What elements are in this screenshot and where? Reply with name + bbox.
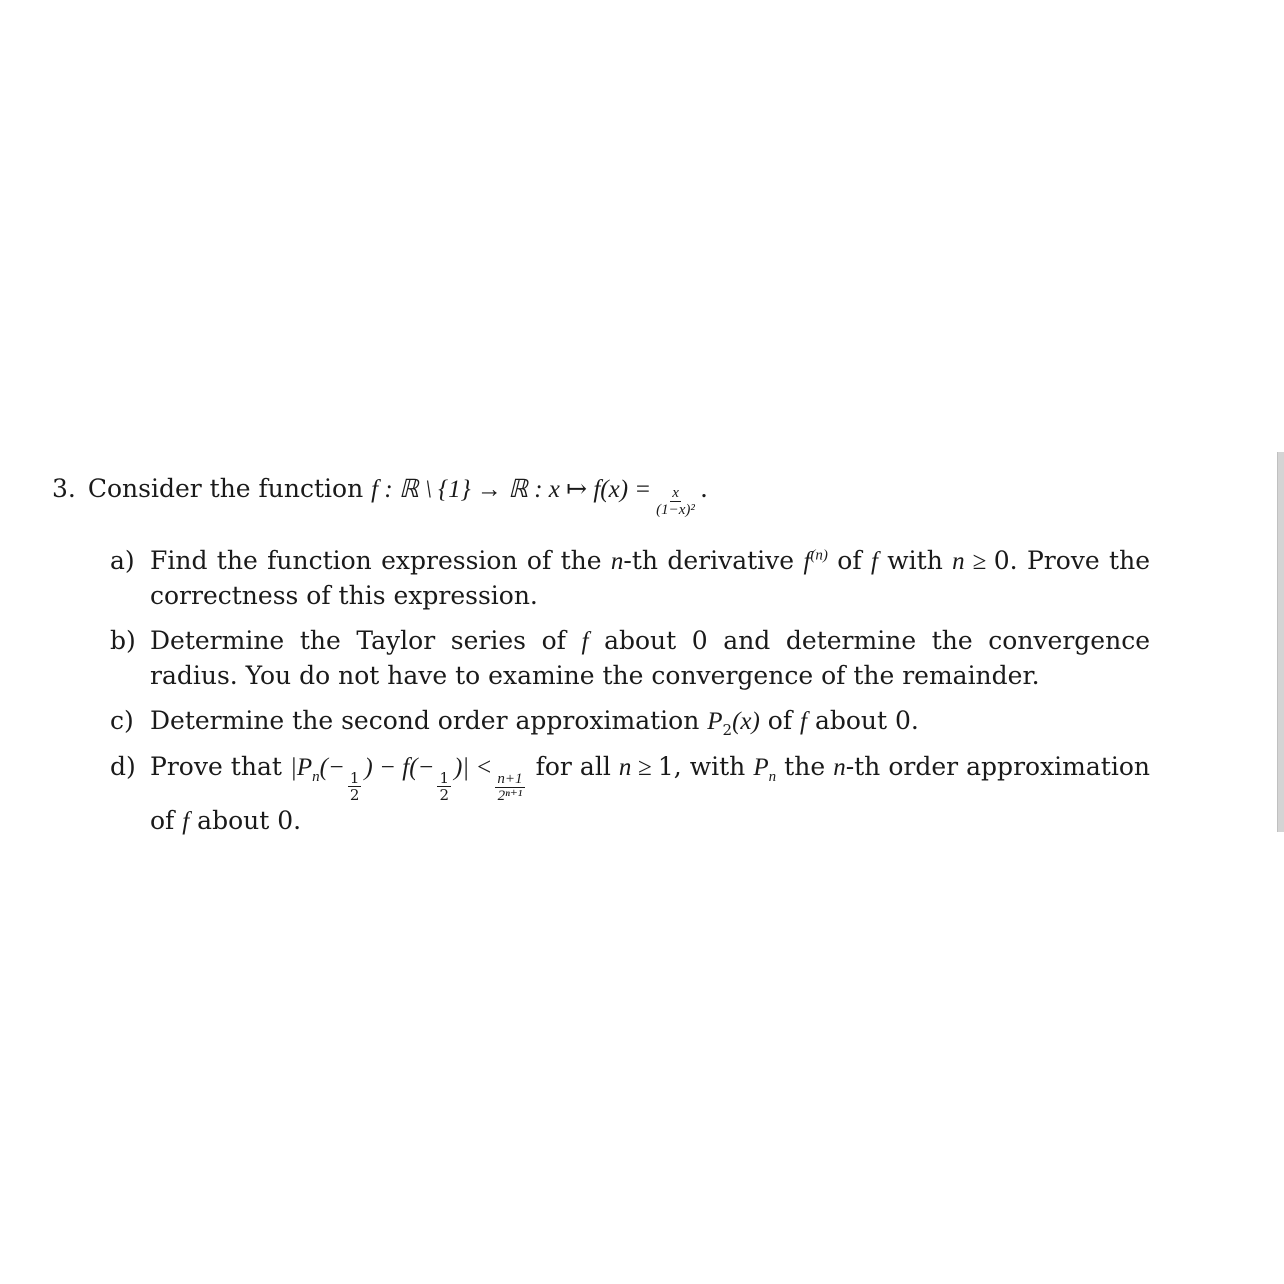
stem-end: . <box>699 474 708 503</box>
stem-text: Consider the function <box>87 474 364 503</box>
part-a-math: f <box>803 548 811 575</box>
part-d-subscript: n <box>768 769 777 785</box>
part-c-seg: Determine the second order approximation <box>150 706 708 735</box>
part-d-seg: for all <box>527 752 619 781</box>
part-a-seg: -th derivative <box>623 546 804 575</box>
part-c-subscript: 2 <box>722 721 733 739</box>
part-b <box>110 624 1150 693</box>
part-a-seg: of <box>827 546 871 575</box>
part-d-math: ) − f(− <box>364 754 435 781</box>
part-a-math: n ≥ <box>952 548 994 575</box>
part-d-seg: the <box>776 752 834 781</box>
part-c <box>110 704 1150 739</box>
part-d-label: d) <box>110 752 136 781</box>
part-d-math: n <box>833 754 846 781</box>
part-d-math: f <box>182 808 190 836</box>
stem-fraction-denominator: (1−x)² <box>656 502 695 518</box>
part-a <box>110 544 1150 613</box>
fraction-numerator: n+1 <box>497 771 523 788</box>
part-a-math: f <box>870 548 878 575</box>
part-a-math: n <box>610 548 624 575</box>
problem-number: 3. <box>52 474 76 503</box>
part-a-label: a) <box>110 546 135 575</box>
part-c-seg: of <box>759 706 801 735</box>
fraction-numerator: 1 <box>349 769 360 788</box>
part-a-seg: with <box>877 546 953 575</box>
stem-fraction-numerator: x <box>672 485 679 501</box>
part-a-seg: Find the function expression of the <box>150 546 611 575</box>
part-d-seg: 1, with <box>657 752 754 781</box>
part-d-math: n ≥ <box>618 754 658 781</box>
problem-3 <box>52 472 1162 850</box>
part-d-math: |P <box>289 754 313 781</box>
part-a-text <box>150 544 1150 613</box>
part-c-label: c) <box>110 706 134 735</box>
fraction-denominator: 2 <box>439 786 449 805</box>
part-b-text <box>150 624 1150 693</box>
part-d-math: )| < <box>453 754 493 781</box>
part-d-seg: about 0. <box>189 806 302 836</box>
part-d-fraction-half-1 <box>348 770 362 803</box>
part-d-seg: -th order approximation of <box>150 752 1150 836</box>
part-d-fraction-half-2 <box>437 770 451 803</box>
part-d-math: P <box>753 754 769 781</box>
problem-parts <box>110 544 1150 839</box>
stem-fraction <box>654 485 697 518</box>
part-d-fraction-bound <box>495 771 524 804</box>
part-c-math: P <box>707 708 723 735</box>
part-c-math: (x) <box>732 708 760 735</box>
scrollbar[interactable] <box>1277 452 1284 832</box>
part-d-math: (− <box>319 754 345 781</box>
fraction-denominator: 2 <box>349 786 360 805</box>
part-b-seg: about 0 and determine the convergence radius. You do not have to examine the convergence of the remainder. <box>150 626 1150 690</box>
part-b-label: b) <box>110 626 136 655</box>
part-c-text <box>150 704 1150 739</box>
part-b-math: f <box>581 628 589 655</box>
problem-stem <box>52 472 1162 518</box>
part-c-seg: about 0. <box>807 706 919 735</box>
fraction-numerator: 1 <box>439 769 449 788</box>
part-a-superscript: (n) <box>810 547 828 564</box>
part-a-seg: 0. Prove the correctness of this expression. <box>150 546 1150 610</box>
part-d-seg: Prove that <box>150 752 290 781</box>
fraction-denominator: 2ⁿ⁺¹ <box>497 788 523 805</box>
stem-math: f : ℝ \ {1} → ℝ : x ↦ f(x) = <box>371 476 652 503</box>
part-d-text <box>150 750 1150 839</box>
part-b-seg: Determine the Taylor series of <box>150 626 582 655</box>
part-d-subscript: n <box>312 769 320 785</box>
part-d <box>110 750 1150 839</box>
part-c-math: f <box>800 708 807 735</box>
